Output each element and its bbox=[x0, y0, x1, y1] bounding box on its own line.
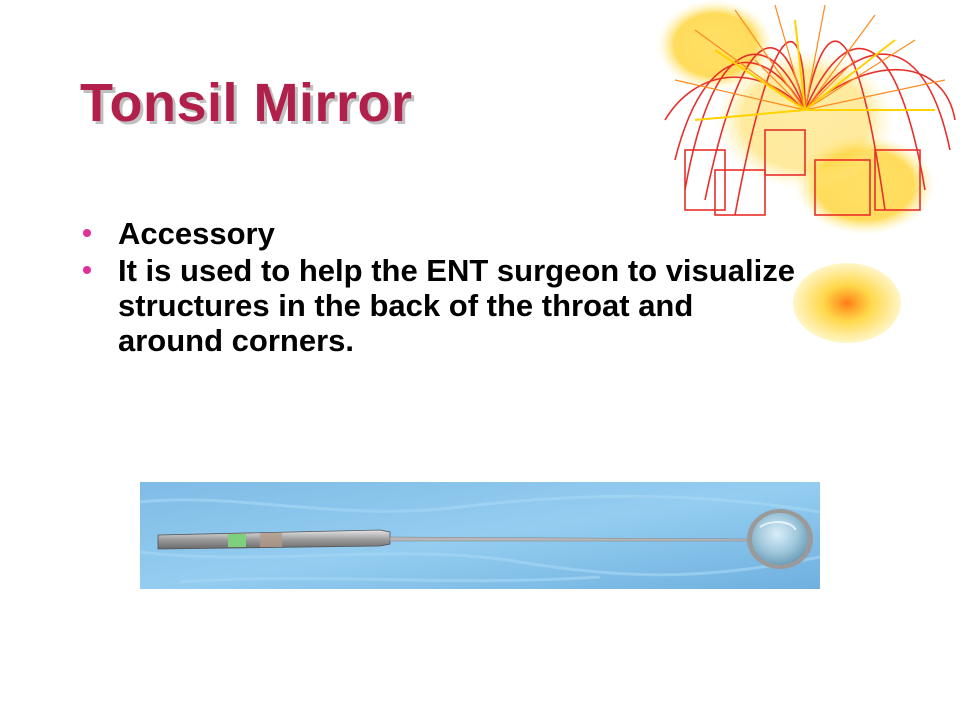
bullet-item bbox=[80, 216, 800, 251]
flower-decoration bbox=[655, 0, 960, 240]
bullet-item bbox=[80, 253, 800, 358]
bullet-dot-icon bbox=[83, 266, 91, 274]
bullet-text: Accessory bbox=[118, 216, 275, 251]
tonsil-mirror-photo bbox=[140, 482, 820, 589]
bullet-list bbox=[80, 216, 800, 360]
slide-title: Tonsil Mirror bbox=[80, 73, 413, 133]
bullet-dot-icon bbox=[83, 229, 91, 237]
orb-decoration bbox=[792, 262, 902, 344]
bullet-text: It is used to help the ENT surgeon to visualize structures in the back of the throat and around corners. bbox=[118, 253, 795, 358]
